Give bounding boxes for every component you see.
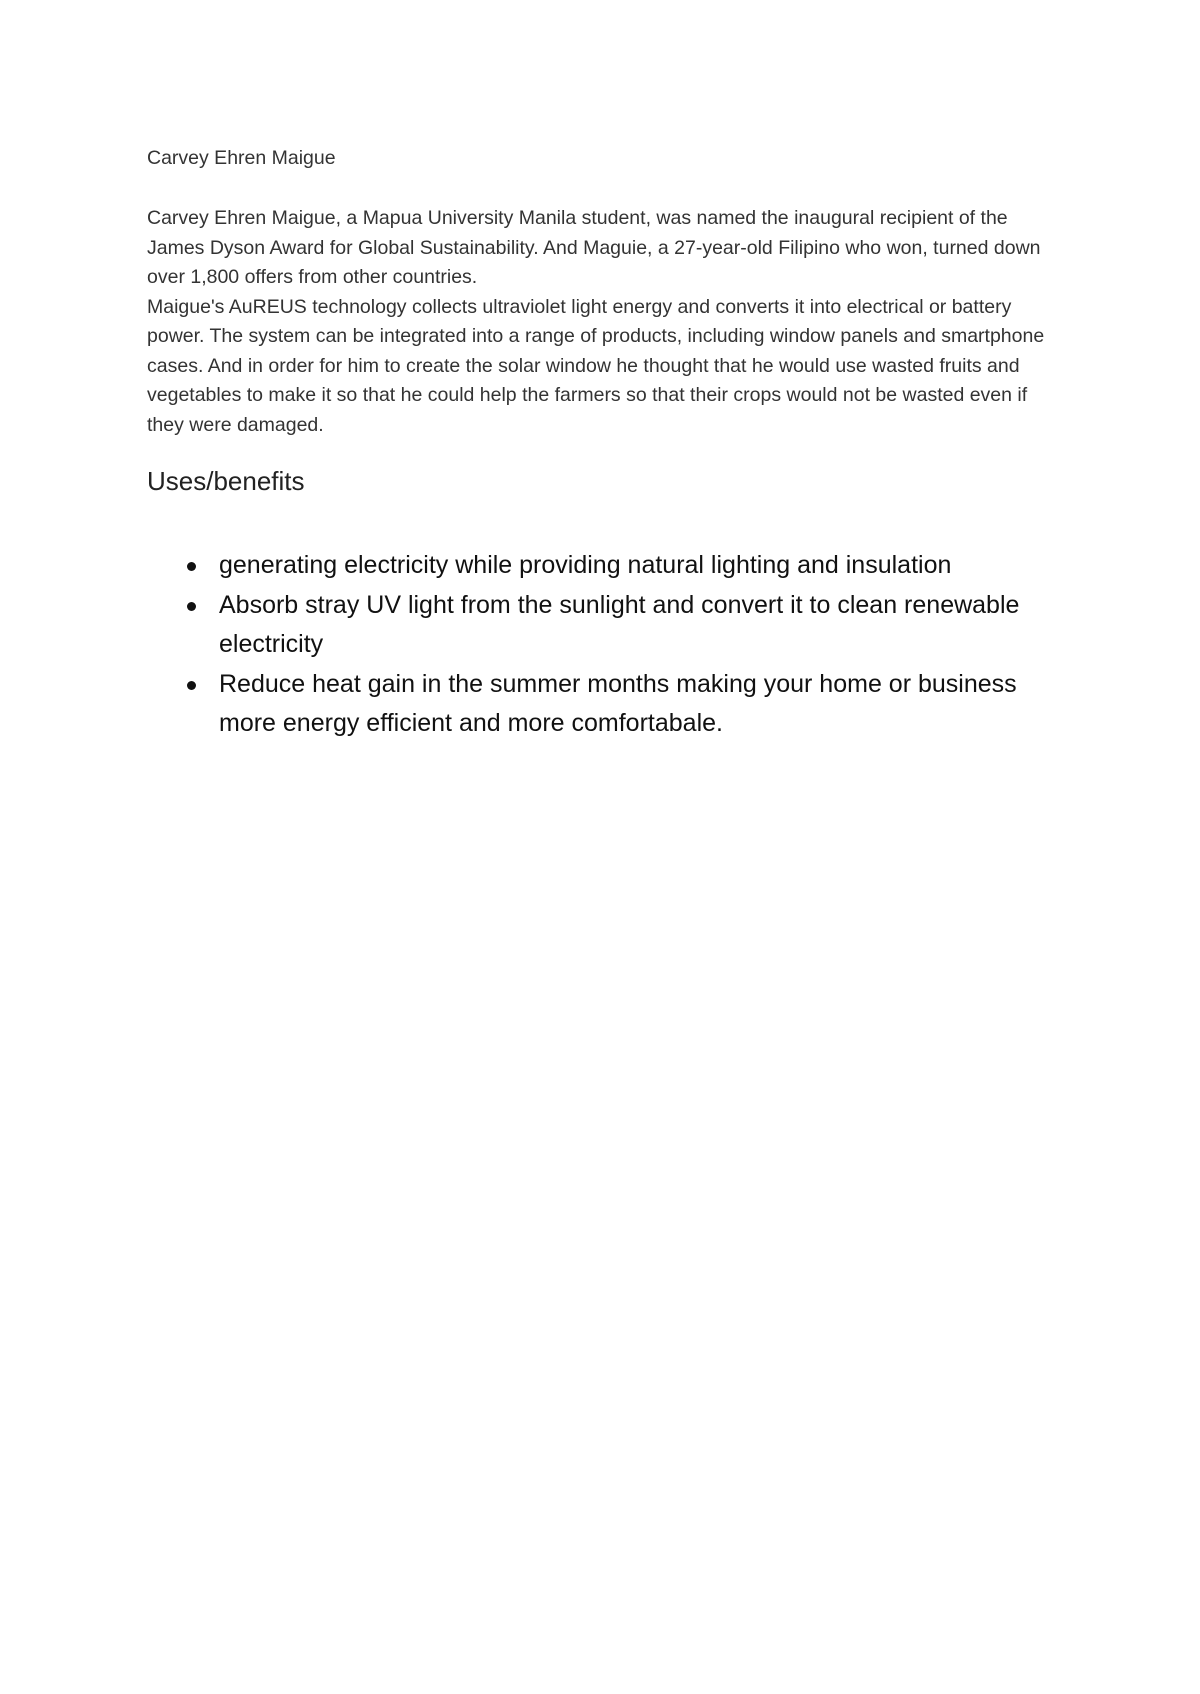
document-title: Carvey Ehren Maigue	[147, 147, 336, 169]
benefits-list	[147, 546, 1067, 744]
bullet-icon	[187, 681, 196, 690]
paragraph-technology: Maigue's AuREUS technology collects ultraviolet light energy and converts it into electrical or battery power. The system can be integrated into a range of products, including window panels and smartphone cases. And in order for him to create the solar window he thought that he would use wasted fruits and vegetables to make it so that he could help the farmers so that their crops would not be wasted even if they were damaged.	[147, 295, 1045, 436]
list-item	[147, 586, 1067, 665]
list-item-text: Absorb stray UV light from the sunlight and convert it to clean renewable electricity	[219, 590, 1020, 658]
bullet-icon	[187, 562, 196, 571]
paragraph-intro: Carvey Ehren Maigue, a Mapua University Manila student, was named the inaugural recipient of the James Dyson Award for Global Sustainability. And Maguie, a 27-year-old Filipino who won, turned down over 1,800 offers from other countries.	[147, 207, 1041, 288]
bullet-icon	[187, 602, 196, 611]
section-heading-uses-benefits: Uses/benefits	[147, 466, 305, 496]
list-item	[147, 665, 1067, 744]
list-item-text: Reduce heat gain in the summer months making your home or business more energy efficient and more comfortabale.	[219, 669, 1017, 737]
list-item-text: generating electricity while providing natural lighting and insulation	[219, 551, 952, 579]
list-item	[147, 546, 1067, 586]
body-text	[147, 204, 1067, 440]
